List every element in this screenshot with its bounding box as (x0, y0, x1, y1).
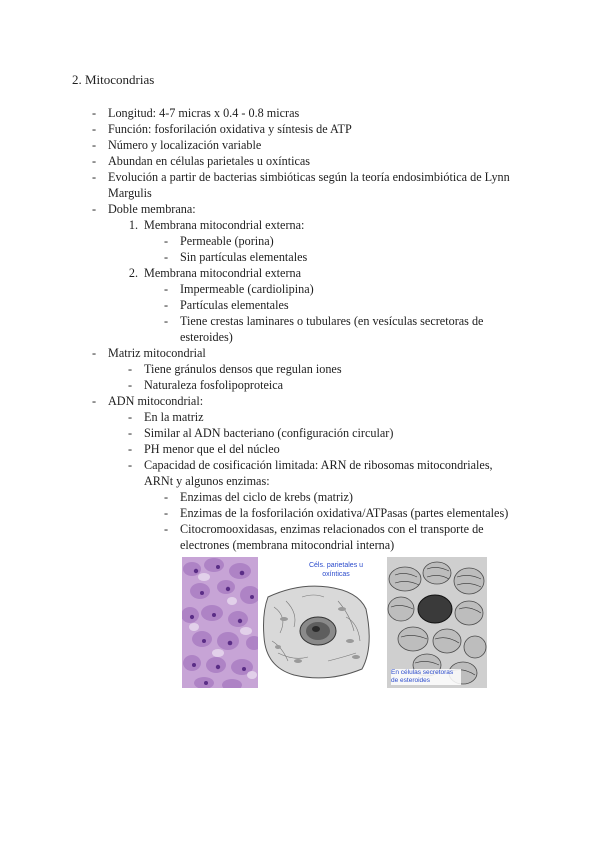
list-item: - Sin partículas elementales (163, 250, 308, 264)
list-item: - Impermeable (cardiolipina) (163, 282, 314, 296)
list-item: - Longitud: 4-7 micras x 0.4 - 0.8 micras (91, 106, 300, 120)
list-item: - Citocromooxidasas, enzimas relacionados con el transporte de electrones (membrana mitocondrial interna) (163, 522, 484, 552)
list-item: - Tiene gránulos densos que regulan iones (127, 362, 342, 376)
list-item: - Matriz mitocondrial (91, 346, 206, 360)
list-item: - Tiene crestas laminares o tubulares (en vesículas secretoras de esteroides) (163, 314, 484, 344)
parietal-caption: Céls. parietales u oxínticas (308, 562, 364, 578)
list-item: - Similar al ADN bacteriano (configuración circular) (127, 426, 394, 440)
list-item: - Función: fosforilación oxidativa y síntesis de ATP (91, 122, 352, 136)
list-item: - Doble membrana: (91, 202, 196, 216)
micrograph-figure (182, 557, 487, 688)
list-item: - PH menor que el del núcleo (127, 442, 280, 456)
section-number: 2. (72, 72, 82, 87)
numbered-item: 1. Membrana mitocondrial externa: (128, 218, 305, 232)
numbered-item: 2. Membrana mitocondrial externa (128, 266, 302, 280)
parietal-cell-micrograph (258, 557, 382, 688)
section-title: Mitocondrias (85, 72, 155, 87)
histology-image (182, 557, 262, 688)
list-item: - Permeable (porina) (163, 234, 274, 248)
list-item: - Enzimas de la fosforilación oxidativa/ATPasas (partes elementales) (163, 506, 509, 520)
section-heading (72, 72, 154, 88)
list-item: - Número y localización variable (91, 138, 262, 152)
steroid-cell-micrograph (387, 557, 487, 688)
list-item: - Naturaleza fosfolipoproteica (127, 378, 284, 392)
list-item: - Evolución a partir de bacterias simbióticas según la teoría endosimbiótica de Lynn Margulis (91, 170, 510, 200)
list-item: - En la matriz (127, 410, 204, 424)
list-item: - Partículas elementales (163, 298, 289, 312)
steroid-caption: En células secretoras de esteroides (391, 669, 461, 685)
histology-micrograph (182, 557, 262, 688)
list-item: - Capacidad de cosificación limitada: ARN de ribosomas mitocondriales, ARNt y algunos enzimas: (127, 458, 493, 488)
list-item: - Enzimas del ciclo de krebs (matriz) (163, 490, 353, 504)
bullet-list (0, 105, 600, 553)
list-item: - Abundan en células parietales u oxínticas (91, 154, 311, 168)
list-item: - ADN mitocondrial: (91, 394, 204, 408)
